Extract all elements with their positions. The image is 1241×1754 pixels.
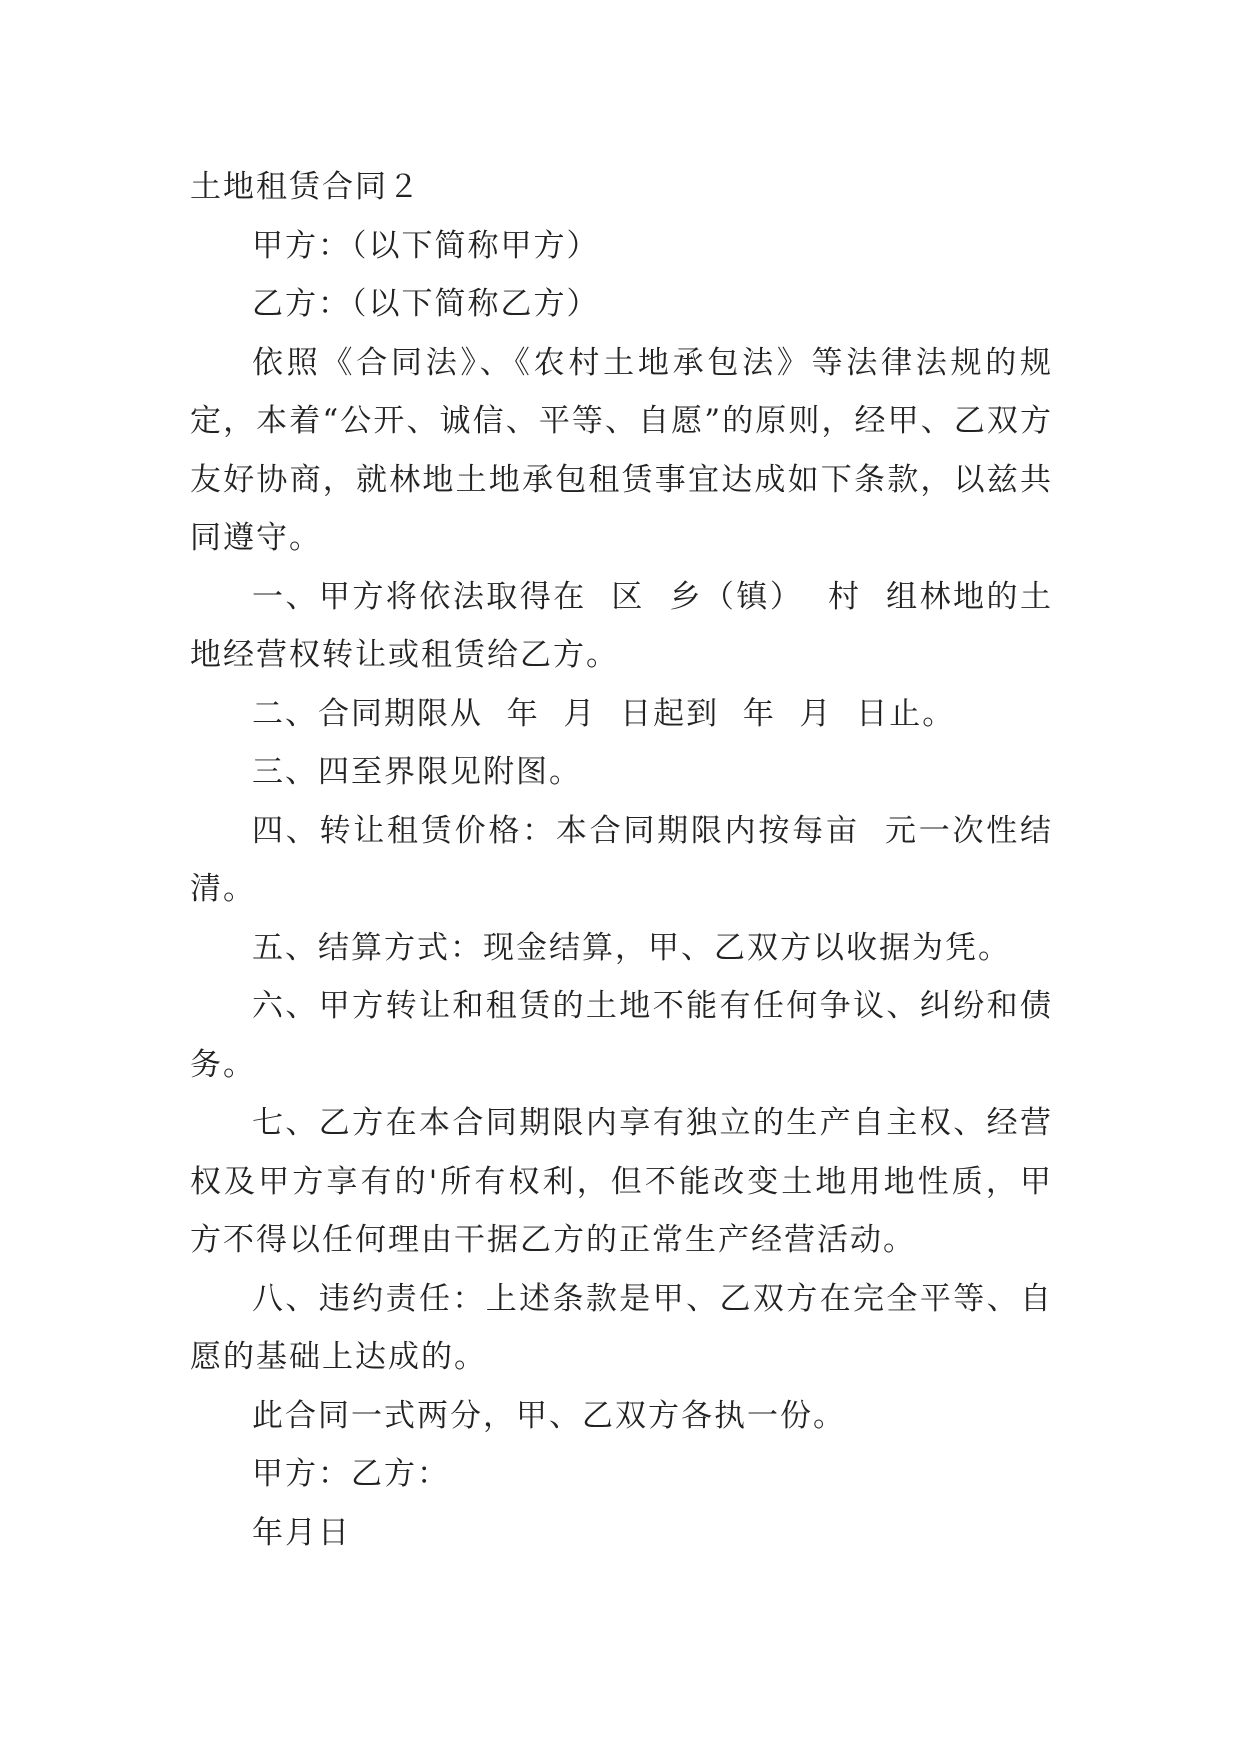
- clause-5: 五、结算方式：现金结算，甲、乙双方以收据为凭。: [252, 929, 1011, 966]
- clause-4: 四、转让租赁价格：本合同期限内按每亩 元一次性结清。: [190, 812, 1053, 907]
- party-a-line: 甲方：（以下简称甲方）: [252, 227, 600, 264]
- clause-2: 二、合同期限从 年 月 日起到 年 月 日止。: [252, 695, 956, 732]
- clause-8: 八、违约责任：上述条款是甲、乙双方在完全平等、自愿的基础上达成的。: [190, 1280, 1053, 1375]
- clause-6: 六、甲方转让和租赁的土地不能有任何争议、纠纷和债务。: [190, 988, 1053, 1083]
- preamble-paragraph: 依照《合同法》、《农村土地承包法》等法律法规的规定，本着“公开、诚信、平等、自愿”的原则，经甲、乙双方友好协商，就林地土地承包租赁事宜达成如下条款，以兹共同遵守。: [190, 344, 1053, 556]
- date-line: 年月日: [252, 1514, 351, 1551]
- signature-line: 甲方：乙方：: [252, 1456, 450, 1492]
- clause-1: 一、甲方将依法取得在 区 乡（镇） 村 组林地的土地经营权转让或租赁给乙方。: [190, 578, 1053, 673]
- document-title: 土地租赁合同２: [190, 169, 421, 205]
- document-body: [190, 158, 1053, 1562]
- copies-note: 此合同一式两分，甲、乙双方各执一份。: [252, 1397, 846, 1434]
- clause-3: 三、四至界限见附图。: [252, 754, 582, 790]
- clause-7: 七、乙方在本合同期限内享有独立的生产自主权、经营权及甲方享有的'所有权利，但不能改变土地用地性质，甲方不得以任何理由干据乙方的正常生产经营活动。: [190, 1105, 1053, 1258]
- party-b-line: 乙方：（以下简称乙方）: [252, 286, 600, 322]
